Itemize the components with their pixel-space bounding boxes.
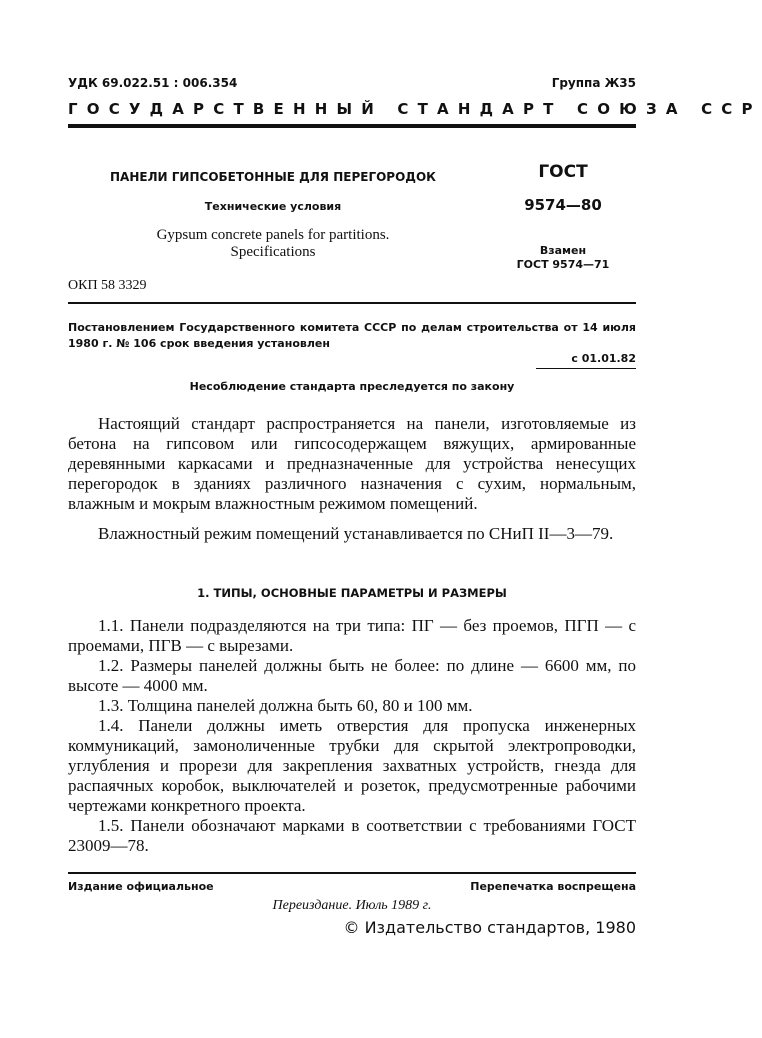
document-subtitle: Технические условия	[204, 200, 342, 213]
list-item: 1.2. Размеры панелей должны быть не более: по длине — 6600 мм, по высоте — 4000 мм.	[68, 656, 636, 695]
list-item: 1.1. Панели подразделяются на три типа: ПГ — без проемов, ПГП — с проемами, ПГВ — с вырезами.	[68, 616, 636, 655]
reprint-prohibited-label: Перепечатка воспрещена	[470, 880, 636, 893]
reissue-date: Переиздание. Июль 1989 г.	[272, 898, 432, 913]
list-item: 1.4. Панели должны иметь отверстия для пропуска инженерных коммуникаций, замоноличенные трубки для скрытой электропроводки, углубления и прорези для закрепления захватных устройств, гнезда для распаячных коробок, выключателей и розеток, предусмотренные рабочими чертежами конкретного проекта.	[68, 716, 636, 815]
intro-paragraph: Настоящий стандарт распространяется на панели, изготовляемые из бетона на гипсовом или гипсосодержащем вяжущих, армированные деревянными каркасами и предназначенные для устройства ненесущих перегородок в зданиях различного назначения с сухим, нормальным, влажным и мокрым влажностным режимом помещений.	[68, 414, 636, 513]
decree-text: Постановлением Государственного комитета СССР по делам строительства от 14 июля 1980 г. № 106 срок введения установлен	[68, 321, 636, 350]
header-divider	[68, 124, 636, 128]
legal-notice: Несоблюдение стандарта преследуется по закону	[189, 380, 515, 393]
english-title-line-2: Specifications	[230, 244, 316, 260]
document-title: ПАНЕЛИ ГИПСОБЕТОННЫЕ ДЛЯ ПЕРЕГОРОДОК	[110, 170, 436, 184]
replaces-label: Взамен	[539, 244, 587, 257]
gost-block	[490, 162, 636, 272]
section-heading: 1. ТИПЫ, ОСНОВНЫЕ ПАРАМЕТРЫ И РАЗМЕРЫ	[197, 586, 507, 600]
okp-divider	[68, 302, 636, 304]
effective-date: с 01.01.82	[571, 352, 636, 365]
udk-code: УДК 69.022.51 : 006.354	[68, 76, 238, 90]
title-block	[68, 170, 478, 261]
header-row	[68, 76, 636, 94]
footer-divider	[68, 872, 636, 874]
section-items	[68, 616, 636, 856]
replaces-number: ГОСТ 9574—71	[516, 258, 610, 271]
publisher-copyright: © Издательство стандартов, 1980	[343, 918, 636, 937]
state-standard-title: ГОСУДАРСТВЕННЫЙ СТАНДАРТ СОЮЗА ССР	[68, 100, 762, 118]
okp-code: ОКП 58 3329	[68, 278, 147, 293]
gost-number: 9574—80	[524, 196, 602, 214]
group-code: Группа Ж35	[551, 76, 636, 90]
official-edition-label: Издание официальное	[68, 880, 214, 893]
english-title	[68, 227, 478, 261]
replaces-block	[490, 244, 636, 272]
english-title-line-1: Gypsum concrete panels for partitions.	[156, 227, 390, 243]
humidity-paragraph: Влажностный режим помещений устанавливается по СНиП II—3—79.	[98, 524, 614, 543]
list-item: 1.3. Толщина панелей должна быть 60, 80 и 100 мм.	[98, 696, 473, 715]
list-item: 1.5. Панели обозначают марками в соответствии с требованиями ГОСТ 23009—78.	[68, 816, 636, 855]
gost-label: ГОСТ	[538, 162, 588, 182]
effective-date-underline	[536, 368, 636, 369]
